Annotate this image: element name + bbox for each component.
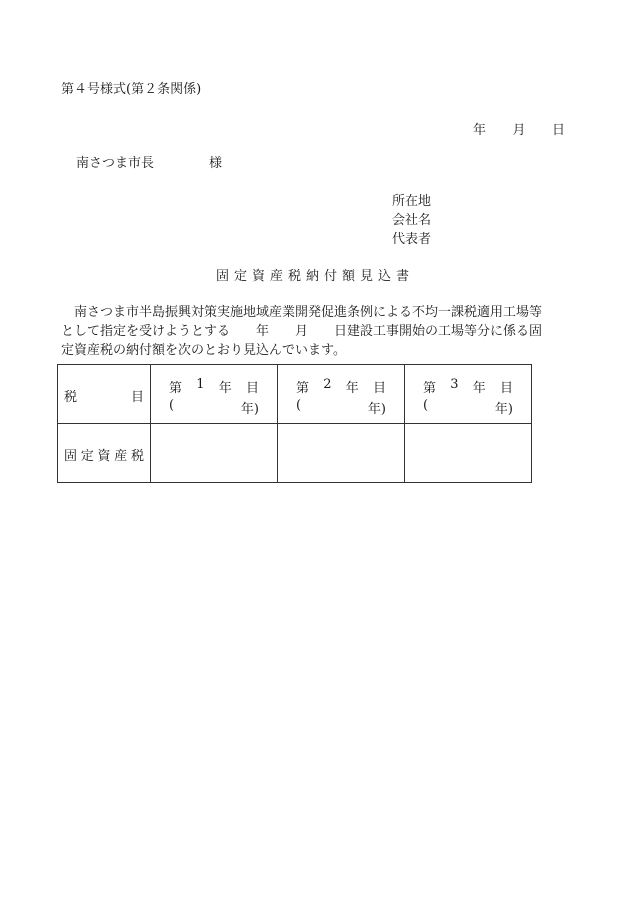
- address-label: 所在地: [392, 194, 432, 209]
- year-3-header: 第 3 年 目 ( 年): [423, 377, 513, 417]
- year-2-amount-cell[interactable]: [278, 424, 404, 482]
- body-paragraph: [61, 303, 571, 360]
- year-2-header: 第 2 年 目 ( 年): [296, 377, 386, 417]
- body-line-1: 南さつま市半島振興対策実施地域産業開発促進条例による不均一課税適用工場等: [74, 305, 543, 320]
- company-label: 会社名: [392, 213, 432, 228]
- year-3-amount-cell[interactable]: [405, 424, 531, 482]
- table-header-row: [58, 365, 532, 424]
- date-month-label: 月: [512, 123, 526, 138]
- applicant-block: [392, 192, 431, 249]
- body-line-2: として指定を受けようとする 年 月 日建設工事開始の工場等分に係る固: [61, 324, 543, 339]
- year-1-amount-cell[interactable]: [151, 424, 277, 482]
- document-title: 固定資産税納付額見込書: [215, 269, 414, 284]
- table-row: [58, 424, 532, 483]
- representative-label: 代表者: [392, 232, 432, 247]
- body-line-3: 定資産税の納付額を次のとおり見込んでいます。: [61, 343, 346, 358]
- year-1-header: 第 1 年 目 ( 年): [169, 377, 259, 417]
- addressee-honorific: 様: [209, 156, 223, 171]
- date-year-label: 年: [473, 123, 487, 138]
- date-day-label: 日: [551, 123, 565, 138]
- item-header-cell: 税 目: [64, 390, 144, 405]
- addressee-name: 南さつま市長: [76, 156, 155, 171]
- fixed-asset-tax-label: 固 定 資 産 税: [64, 449, 144, 464]
- form-number: 第４号様式(第２条関係): [61, 82, 202, 97]
- date-row: [473, 119, 565, 138]
- tax-estimate-table: [57, 364, 532, 483]
